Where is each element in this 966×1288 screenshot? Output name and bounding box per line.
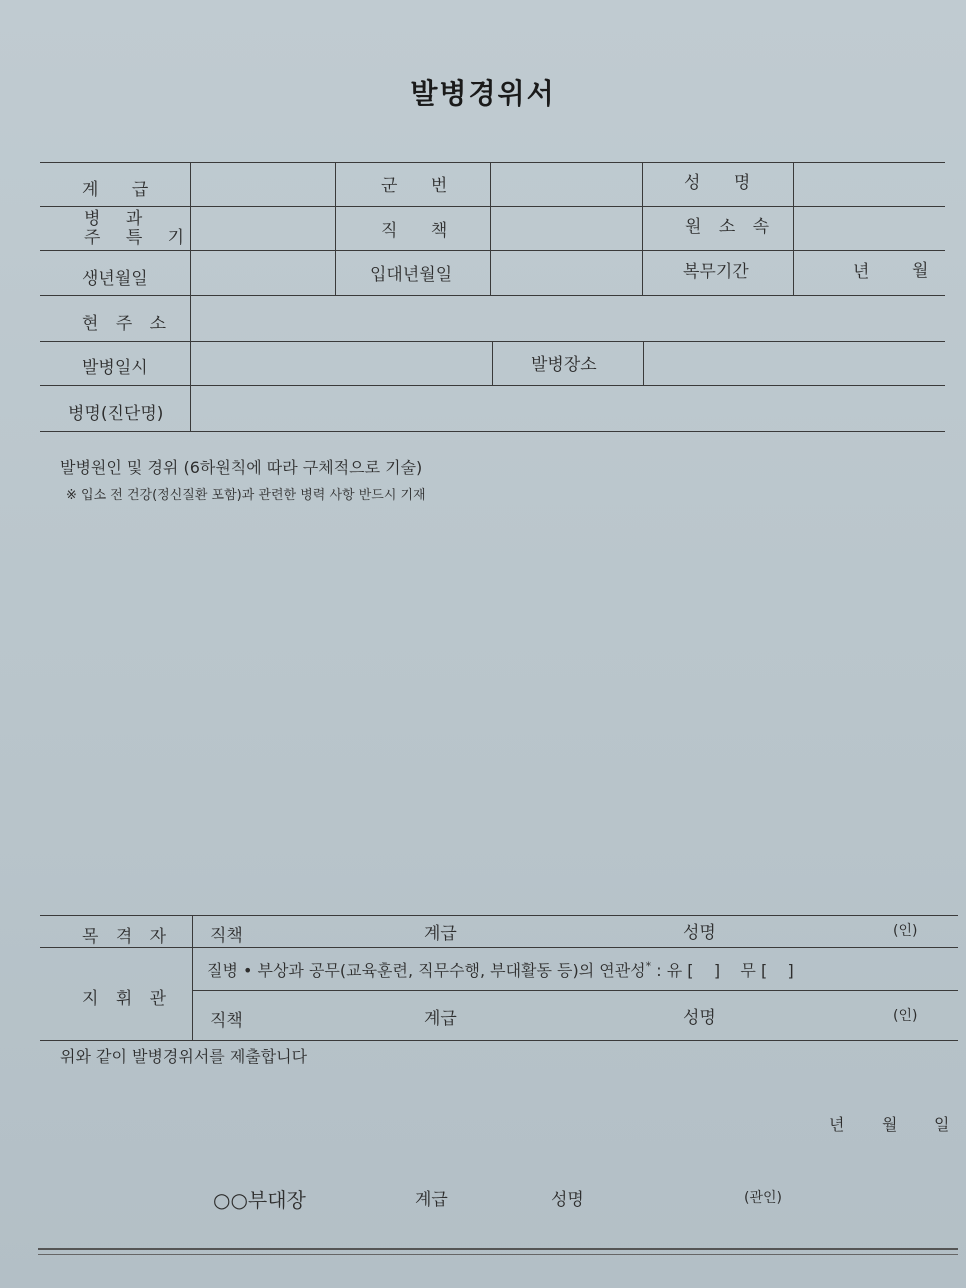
witness-name-label: 성명 [683, 923, 716, 943]
specialty-label: 주 특 기 [84, 228, 195, 248]
commander-rank-label: 계급 [424, 1009, 457, 1029]
signature-name: 성명 [551, 1190, 584, 1210]
bottom-rule [38, 1248, 958, 1250]
rank-field[interactable] [191, 163, 334, 205]
name-label: 성 명 [684, 173, 765, 193]
service-period-year: 년 [853, 262, 870, 282]
commander-label: 지 휘 관 [82, 989, 173, 1009]
onset-place-label: 발병장소 [531, 355, 597, 375]
enlist-date-label: 입대년월일 [370, 265, 453, 285]
cause-note: ※ 입소 전 건강(정신질환 포함)과 관련한 병력 사항 반드시 기재 [66, 488, 426, 503]
onset-place-field[interactable] [644, 342, 944, 384]
commander-position-label: 직책 [210, 1011, 243, 1031]
table-line [192, 990, 958, 991]
branch-field[interactable] [191, 207, 334, 249]
witness-position-label: 직책 [210, 926, 243, 946]
position-label: 직 책 [381, 221, 462, 241]
address-field[interactable] [191, 296, 944, 340]
branch-label: 병 과 [84, 209, 153, 229]
table-line [492, 341, 493, 385]
original-unit-field[interactable] [794, 207, 944, 249]
branch-specialty-label [84, 210, 194, 248]
onset-datetime-label: 발병일시 [82, 358, 148, 378]
table-line [40, 1040, 958, 1041]
witness-seal: (인) [893, 923, 918, 939]
relation-star: * [645, 959, 652, 973]
enlist-date-field[interactable] [491, 251, 641, 294]
diagnosis-field[interactable] [191, 386, 944, 430]
service-period-label: 복무기간 [683, 262, 749, 282]
relation-text: 질병 • 부상과 공무(교육훈련, 직무수행, 부대활동 등)의 연관성 [207, 961, 646, 980]
date-day: 일 [934, 1115, 950, 1134]
commander-signature: ○○부대장 [213, 1188, 306, 1212]
date-year: 년 [829, 1115, 845, 1134]
date-month: 월 [882, 1115, 898, 1134]
service-number-label: 군 번 [381, 176, 462, 196]
table-line [40, 947, 958, 948]
relation-choice[interactable]: : 유 [ ] 무 [ ] [656, 961, 794, 980]
service-period-month: 월 [912, 261, 929, 281]
table-line [192, 915, 193, 1040]
commander-name-label: 성명 [683, 1008, 716, 1028]
document-title: 발병경위서 [410, 77, 556, 110]
bottom-rule [38, 1254, 958, 1255]
official-seal: (관인) [744, 1190, 782, 1206]
witness-label: 목 격 자 [82, 927, 173, 947]
address-label: 현 주 소 [82, 314, 173, 334]
diagnosis-label: 병명(진단명) [68, 404, 164, 424]
witness-rank-label: 계급 [424, 924, 457, 944]
name-field[interactable] [794, 163, 944, 205]
commander-seal: (인) [893, 1008, 918, 1024]
cause-description-area[interactable] [40, 505, 945, 905]
position-field[interactable] [491, 207, 641, 249]
relation-statement [207, 958, 794, 981]
table-line [40, 431, 945, 432]
table-line [40, 915, 958, 916]
table-line [335, 162, 336, 295]
table-line [642, 162, 643, 295]
submission-statement: 위와 같이 발병경위서를 제출합니다 [60, 1047, 308, 1066]
birth-date-label: 생년월일 [82, 269, 148, 289]
signature-rank: 계급 [415, 1190, 448, 1210]
birth-date-field[interactable] [191, 251, 334, 294]
cause-heading: 발병원인 및 경위 (6하원칙에 따라 구체적으로 기술) [60, 458, 423, 477]
rank-label: 계 급 [82, 180, 163, 200]
service-number-field[interactable] [491, 163, 641, 205]
onset-datetime-field[interactable] [191, 342, 491, 384]
original-unit-label: 원 소 속 [685, 217, 776, 237]
